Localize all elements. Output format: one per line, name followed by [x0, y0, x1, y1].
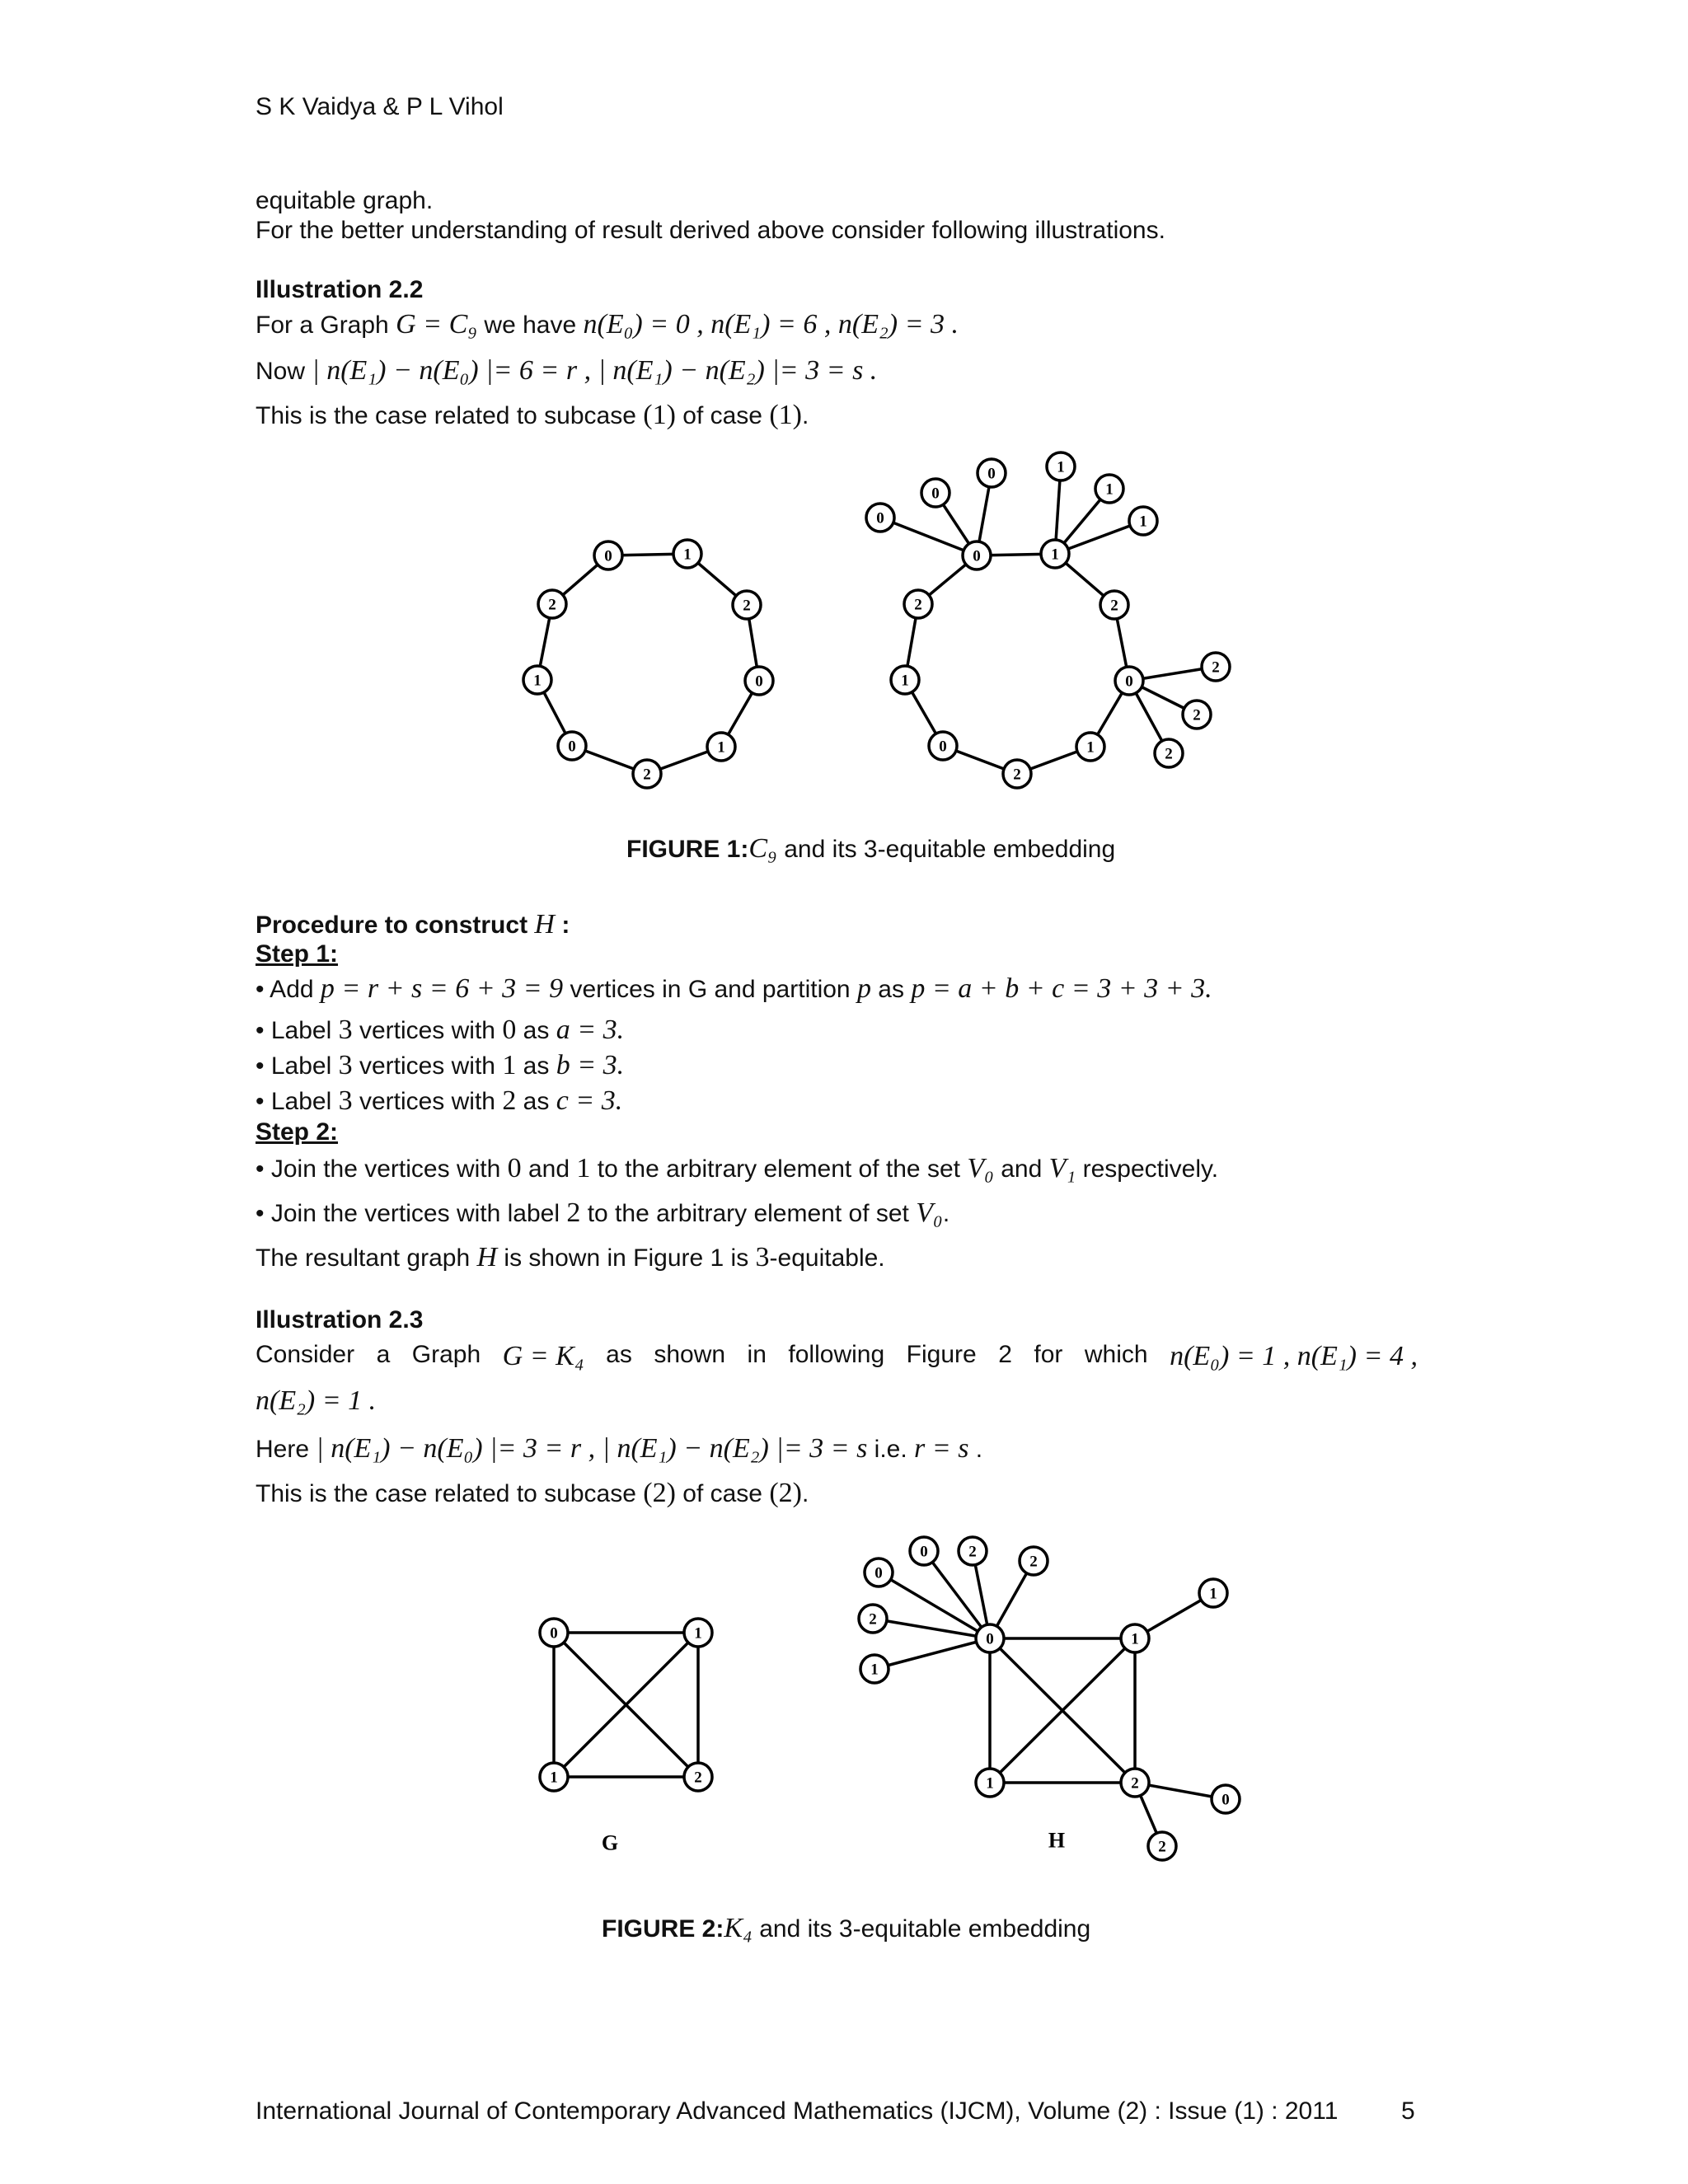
h2-pendant-label: 1: [1209, 1585, 1217, 1603]
c9-vertex-label: 1: [717, 738, 725, 757]
illustration-2-2-heading: Illustration 2.2: [256, 276, 424, 303]
c9-vertex-label: 2: [643, 766, 651, 784]
h2-pendant-label: 0: [920, 1543, 928, 1561]
h-pendant-label: 0: [876, 509, 884, 527]
h2-pendant-label: 2: [1158, 1838, 1166, 1856]
graph-h-label: H: [1048, 1828, 1066, 1853]
c9-vertex-label: 0: [755, 673, 763, 691]
result-sentence: The resultant graph H is shown in Figure 1 is 3-equitable.: [256, 1242, 885, 1272]
h2-vertex-label: 2: [1131, 1774, 1139, 1793]
h-vertex-label: 1: [1051, 546, 1059, 564]
h-vertex-label: 2: [914, 596, 922, 614]
ill22-line-3: This is the case related to subcase (1) of case (1).: [256, 400, 809, 430]
c9-vertex-label: 0: [604, 547, 612, 565]
h-pendant-label: 0: [987, 465, 996, 483]
step-1-bullet-4: • Label 3 vertices with 2 as c = 3.: [256, 1085, 623, 1116]
k4-vertex-label: 1: [694, 1624, 702, 1643]
running-header: S K Vaidya & P L Vihol: [256, 93, 504, 120]
journal-footer: International Journal of Contemporary Advanced Mathematics (IJCM), Volume (2) : Issue (1) : 2011: [256, 2097, 1339, 2125]
step-1-heading: Step 1:: [256, 940, 339, 968]
h2-pendant-label: 0: [1221, 1791, 1230, 1809]
graph-g-label: G: [601, 1830, 619, 1855]
h-vertex-label: 2: [1110, 597, 1118, 615]
ill23-line-3: Here | n(E₁) − n(E₀) |= 3 = r , | n(E₁) − n(E₂) |= 3 = s i.e. r = s .: [256, 1433, 983, 1464]
h-vertex-label: 0: [1125, 673, 1133, 691]
k4-vertex-label: 1: [550, 1769, 558, 1787]
procedure-heading: Procedure to construct H :: [256, 909, 570, 940]
h-pendant-label: 0: [931, 485, 940, 503]
h2-vertex-label: 1: [986, 1774, 994, 1793]
intro-line-1: equitable graph.: [256, 187, 434, 214]
h2-pendant-label: 2: [1029, 1553, 1038, 1571]
ill23-line-4: This is the case related to subcase (2) of case (2).: [256, 1478, 809, 1508]
h-vertex-label: 1: [1086, 738, 1095, 757]
h-pendant-label: 1: [1139, 513, 1147, 531]
h-vertex-label: 2: [1013, 766, 1021, 784]
h-vertex-label: 0: [973, 547, 981, 565]
step-2-heading: Step 2:: [256, 1118, 339, 1146]
c9-vertex-label: 1: [683, 546, 692, 564]
ill22-line-2: Now | n(E₁) − n(E₀) |= 6 = r , | n(E₁) − n(E₂) |= 3 = s .: [256, 355, 878, 386]
h2-pendant-label: 2: [869, 1610, 877, 1629]
c9-vertex-label: 0: [568, 738, 576, 756]
step-2-bullet-2: • Join the vertices with label 2 to the arbitrary element of set V₀.: [256, 1197, 950, 1228]
ill23-line-1: Consider a Graph G = K₄ as shown in following Figure 2 for which n(E₀) = 1 , n(E₁) = 4 ,: [256, 1341, 1418, 1371]
h-pendant-label: 2: [1165, 745, 1173, 763]
page-number: 5: [1401, 2097, 1415, 2125]
h-pendant-label: 2: [1212, 658, 1220, 677]
c9-vertex-label: 2: [743, 597, 751, 615]
step-2-bullet-1: • Join the vertices with 0 and 1 to the arbitrary element of the set V₀ and V₁ respectively.: [256, 1153, 1219, 1183]
figure-1-caption: FIGURE 1:C₉ and its 3-equitable embedding: [626, 833, 1116, 864]
c9-vertex-label: 1: [533, 672, 542, 690]
ill22-line-1: For a Graph G = C₉ we have n(E₀) = 0 , n(E₁) = 6 , n(E₂) = 3 .: [256, 309, 959, 340]
h-pendant-label: 1: [1105, 480, 1114, 499]
h2-vertex-label: 1: [1131, 1630, 1139, 1648]
c9-vertex-label: 2: [548, 596, 556, 614]
step-1-bullet-2: • Label 3 vertices with 0 as a = 3.: [256, 1015, 625, 1045]
h-vertex-label: 0: [939, 738, 947, 756]
step-1-bullet-3: • Label 3 vertices with 1 as b = 3.: [256, 1050, 625, 1080]
figure-2-caption: FIGURE 2:K₄ and its 3-equitable embedding: [602, 1913, 1091, 1943]
k4-vertex-label: 0: [550, 1624, 558, 1643]
h2-pendant-label: 0: [874, 1564, 883, 1582]
k4-vertex-label: 2: [694, 1769, 702, 1787]
h2-vertex-label: 0: [986, 1630, 994, 1648]
h-vertex-label: 1: [901, 672, 909, 690]
ill23-line-2: n(E₂) = 1 .: [256, 1385, 377, 1416]
intro-line-2: For the better understanding of result derived above consider following illustrations.: [256, 217, 1165, 244]
illustration-2-3-heading: Illustration 2.3: [256, 1306, 424, 1333]
h-pendant-label: 1: [1057, 458, 1065, 476]
h2-pendant-label: 2: [968, 1543, 977, 1561]
h-pendant-label: 2: [1193, 706, 1201, 724]
h2-pendant-label: 1: [870, 1661, 879, 1679]
step-1-bullet-1: • Add p = r + s = 6 + 3 = 9 vertices in G and partition p as p = a + b + c = 3 + 3 + 3.: [256, 973, 1212, 1004]
